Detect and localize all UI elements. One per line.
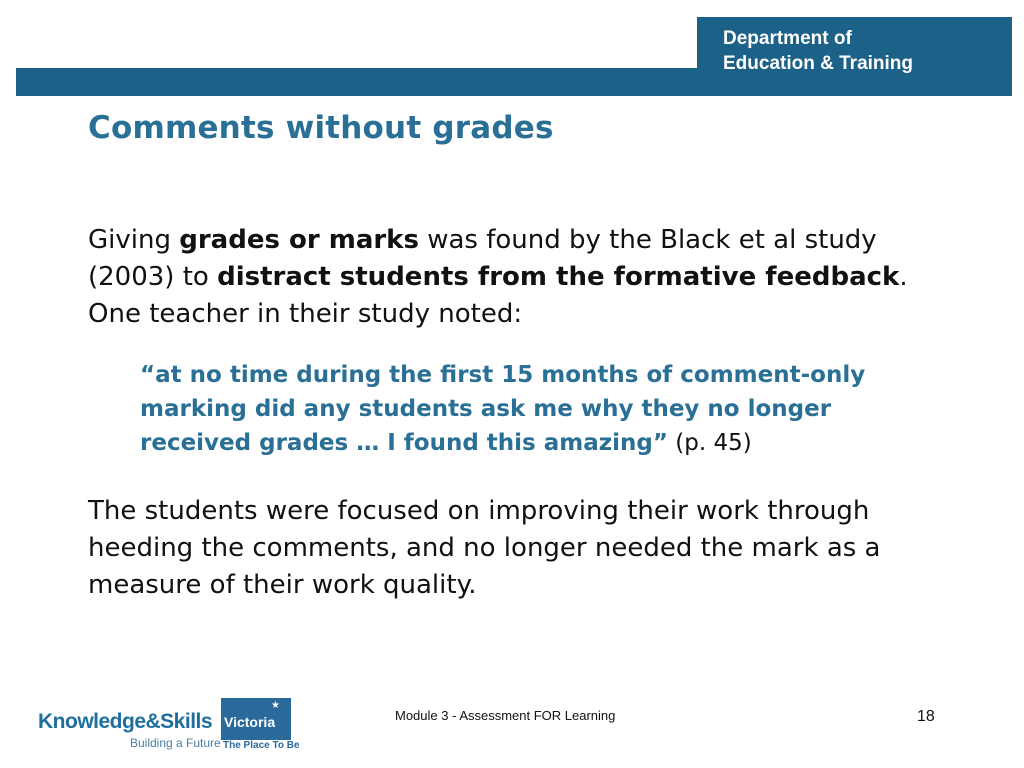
body-paragraph-1: [88, 222, 948, 333]
body-paragraph-2: The students were focused on improving their work through heeding the comments, and no longer needed the mark as a measure of their work quality.: [88, 496, 881, 600]
knowledge-skills-logo-subtitle: Building a Future: [130, 736, 221, 750]
teacher-quote: [140, 358, 950, 460]
quote-text: “at no time during the first 15 months of comment-only marking did any students ask me why they no longer received grades … I found this amazing”: [140, 362, 866, 456]
slide-title: Comments without grades: [88, 110, 554, 146]
victoria-logo-badge: [221, 698, 291, 740]
quote-citation: (p. 45): [668, 430, 752, 456]
knowledge-skills-logo: [38, 700, 221, 750]
victoria-logo-tagline: The Place To Be: [223, 740, 300, 751]
department-line-1: Department of: [723, 28, 852, 49]
knowledge-skills-logo-title: Knowledge&Skills: [38, 710, 213, 733]
para1-bold-1: grades or marks: [179, 225, 419, 255]
star-icon: ★: [271, 700, 280, 711]
victoria-logo: [221, 698, 300, 752]
department-logo-text: [723, 26, 913, 76]
footer-module-label: Module 3 - Assessment FOR Learning: [395, 708, 616, 723]
para1-bold-2: distract students from the formative feedback: [217, 262, 900, 292]
para1-text-2: was found by the Black et al study (2003) to: [88, 225, 877, 292]
department-line-2: Education & Training: [723, 53, 914, 74]
para1-text-1: Giving: [88, 225, 180, 255]
page-number: 18: [917, 708, 935, 725]
para1-text-3: . One teacher in their study noted:: [88, 262, 908, 329]
victoria-logo-name: Victoria: [224, 714, 276, 730]
